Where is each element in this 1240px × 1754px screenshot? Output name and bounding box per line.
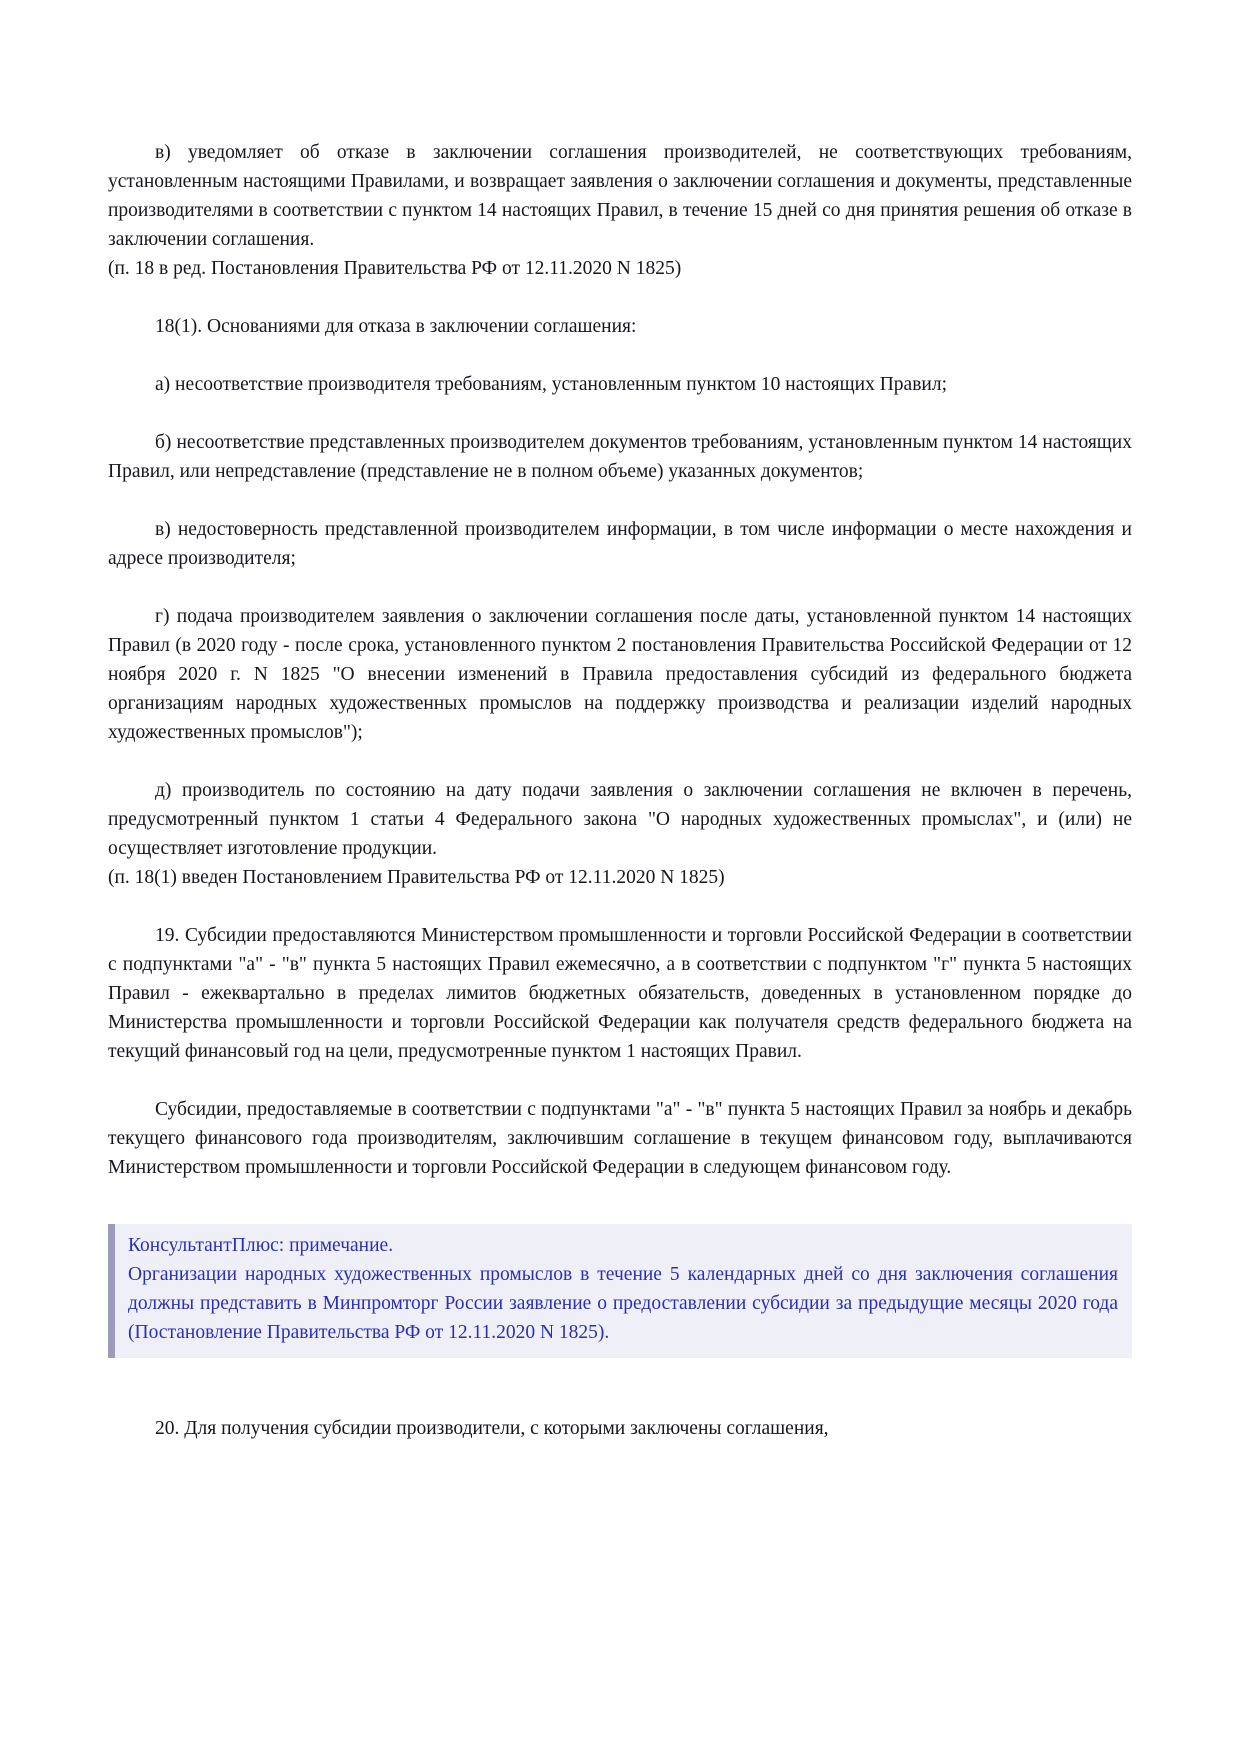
note-title: КонсультантПлюс: примечание. [128, 1235, 394, 1256]
note-body: Организации народных художественных промыслов в течение 5 календарных дней со дня заключения соглашения должны представить в Минпромторг России заявление о предоставлении субсидии за предыдущие месяцы 2020 года (Постановление Правительства РФ от 12.11.2020 N 1825). [128, 1264, 1118, 1343]
consultant-plus-note-box [108, 1224, 1132, 1358]
amendment-note-p18: (п. 18 в ред. Постановления Правительства РФ от 12.11.2020 N 1825) [108, 258, 682, 279]
paragraph-18-1-item-g: г) подача производителем заявления о заключении соглашения после даты, установленной пунктом 14 настоящих Правил (в 2020 году - после срока, установленного пунктом 2 постановления Правительства Российской Федерации от 12 ноября 2020 г. N 1825 "О внесении изменений в Правила предоставления субсидий из федерального бюджета организациям народных художественных промыслов на поддержку производства и реализации изделий народных художественных промыслов"); [108, 606, 1132, 743]
paragraph-18-1-item-a: а) несоответствие производителя требованиям, установленным пунктом 10 настоящих Правил; [155, 374, 948, 395]
paragraph-20: 20. Для получения субсидии производители, с которыми заключены соглашения, [155, 1418, 829, 1439]
paragraph-19-second: Субсидии, предоставляемые в соответствии с подпунктами "а" - "в" пункта 5 настоящих Правил за ноябрь и декабрь текущего финансового года производителям, заключившим соглашение в текущем финансовом году, выплачиваются Министерством промышленности и торговли Российской Федерации в следующем финансовом году. [108, 1099, 1132, 1178]
paragraph-18-1-item-v: в) недостоверность представленной производителем информации, в том числе информации о месте нахождения и адресе производителя; [108, 519, 1132, 569]
paragraph-18-1-heading: 18(1). Основаниями для отказа в заключении соглашения: [155, 316, 637, 337]
paragraph-18-item-v: в) уведомляет об отказе в заключении соглашения производителей, не соответствующих требованиям, установленным настоящими Правилами, и возвращает заявления о заключении соглашения и документы, представленные производителями в соответствии с пунктом 14 настоящих Правил, в течение 15 дней со дня принятия решения об отказе в заключении соглашения. [108, 142, 1132, 250]
amendment-note-p18-1: (п. 18(1) введен Постановлением Правительства РФ от 12.11.2020 N 1825) [108, 867, 725, 888]
paragraph-19: 19. Субсидии предоставляются Министерством промышленности и торговли Российской Федерации в соответствии с подпунктами "а" - "в" пункта 5 настоящих Правил ежемесячно, а в соответствии с подпунктом "г" пункта 5 настоящих Правил - ежеквартально в пределах лимитов бюджетных обязательств, доведенных в установленном порядке до Министерства промышленности и торговли Российской Федерации как получателя средств федерального бюджета на текущий финансовый год на цели, предусмотренные пунктом 1 настоящих Правил. [108, 925, 1132, 1062]
paragraph-18-1-item-d: д) производитель по состоянию на дату подачи заявления о заключении соглашения не включен в перечень, предусмотренный пунктом 1 статьи 4 Федерального закона "О народных художественных промыслах", и (или) не осуществляет изготовление продукции. [108, 780, 1132, 859]
paragraph-18-1-item-b: б) несоответствие представленных производителем документов требованиям, установленным пунктом 14 настоящих Правил, или непредставление (представление не в полном объеме) указанных документов; [108, 432, 1132, 482]
